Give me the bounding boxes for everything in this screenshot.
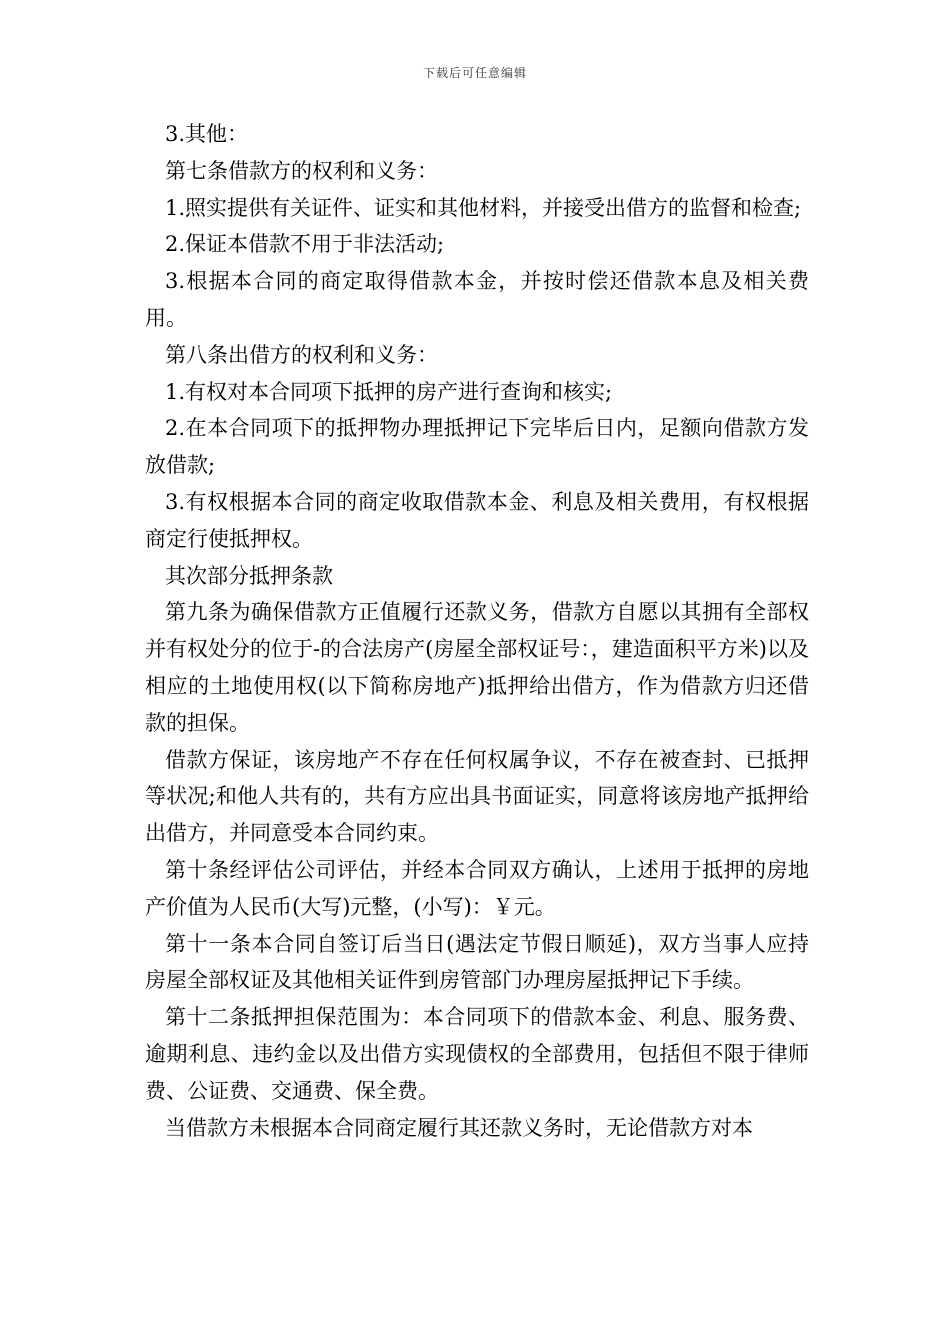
paragraph-article-8-item-1: 1.有权对本合同项下抵押的房产进行查询和核实; — [165, 379, 613, 404]
paragraph-article-7-item-2: 2.保证本借款不用于非法活动; — [165, 232, 445, 257]
paragraph-article-8-title: 第八条出借方的权利和义务： — [165, 342, 438, 367]
paragraph-article-8-item-3: 3.有权根据本合同的商定收取借款本金、利息及相关费用，有权根据商定行使抵押权。 — [145, 489, 809, 551]
paragraph-article-7-title: 第七条借款方的权利和义务： — [165, 158, 438, 183]
document-body — [145, 116, 809, 1146]
paragraph-borrower-guarantee: 借款方保证，该房地产不存在任何权属争议，不存在被查封、已抵押等状况;和他人共有的，共有方应出具书面证实，同意将该房地产抵押给出借方，并同意受本合同约束。 — [145, 747, 809, 846]
paragraph-article-8-item-2: 2.在本合同项下的抵押物办理抵押记下完毕后日内，足额向借款方发放借款; — [145, 416, 809, 478]
paragraph-article-11: 第十一条本合同自签订后当日(遇法定节假日顺延)，双方当事人应持房屋全部权证及其他相关证件到房管部门办理房屋抵押记下手续。 — [145, 931, 809, 993]
paragraph-part-2-heading: 其次部分抵押条款 — [165, 563, 333, 588]
paragraph-article-12: 第十二条抵押担保范围为：本合同项下的借款本金、利息、服务费、逾期利息、违约金以及出借方实现债权的全部费用，包括但不限于律师费、公证费、交通费、保全费。 — [145, 1005, 809, 1103]
paragraph-article-10: 第十条经评估公司评估，并经本合同双方确认，上述用于抵押的房地产价值为人民币(大写)元整，(小写)：￥元。 — [145, 857, 809, 919]
page-header: 下载后可任意编辑 — [422, 66, 527, 80]
paragraph-default-clause: 当借款方未根据本合同商定履行其还款义务时，无论借款方对本 — [165, 1115, 753, 1140]
paragraph-other: 3.其他： — [165, 122, 249, 146]
paragraph-article-9: 第九条为确保借款方正值履行还款义务，借款方自愿以其拥有全部权并有权处分的位于-的合法房产(房屋全部权证号：，建造面积平方米)以及相应的土地使用权(以下简称房地产)抵押给出借方，作为借款方归还借款的担保。 — [145, 600, 809, 735]
paragraph-article-7-item-1: 1.照实提供有关证件、证实和其他材料，并接受出借方的监督和检查; — [165, 195, 802, 220]
paragraph-article-7-item-3: 3.根据本合同的商定取得借款本金，并按时偿还借款本息及相关费用。 — [145, 269, 809, 330]
